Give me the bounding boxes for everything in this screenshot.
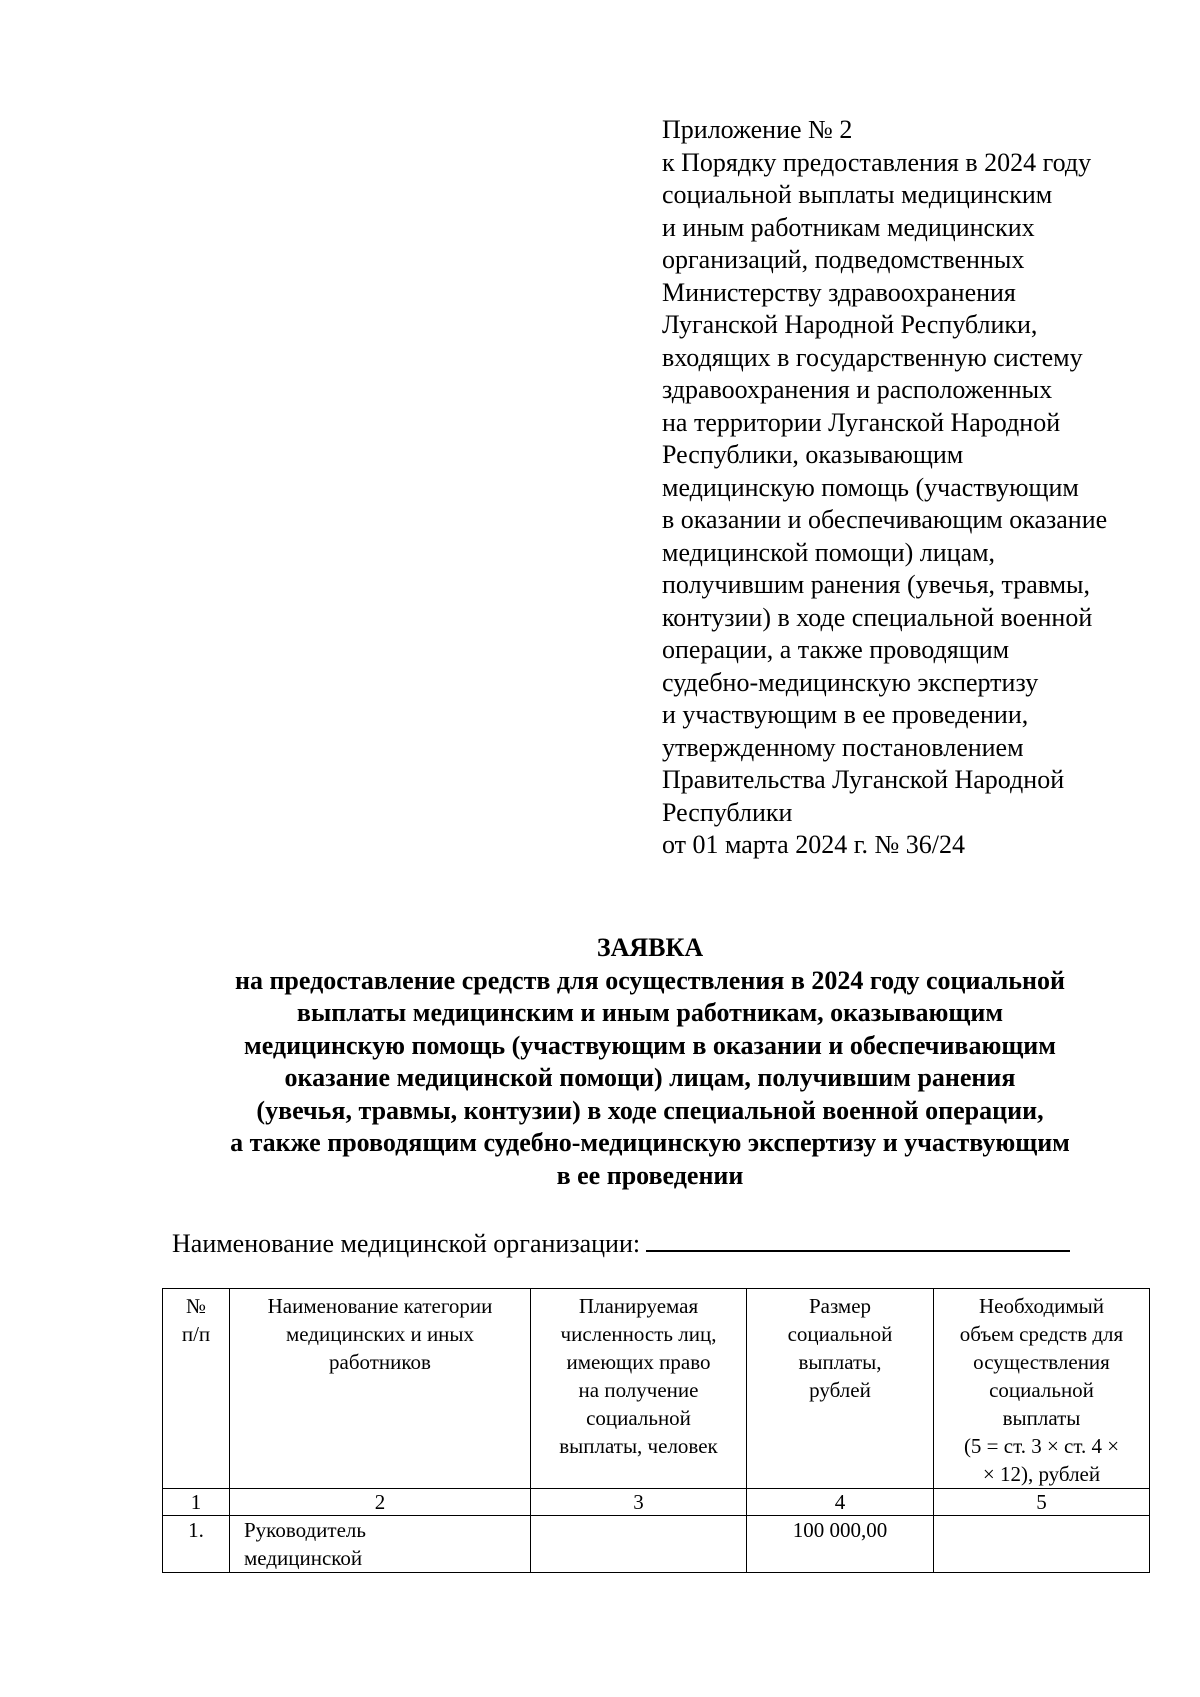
title-line: (увечья, травмы, контузии) в ходе специальной военной операции, [256, 1095, 1044, 1125]
column-number: 1 [163, 1489, 230, 1516]
appendix-line: социальной выплаты медицинским [662, 180, 1053, 209]
title-line: на предоставление средств для осуществления в 2024 году социальной [234, 965, 1066, 995]
appendix-line: от 01 марта 2024 г. № 36/24 [662, 830, 965, 859]
request-table [162, 1288, 1150, 1573]
category-cell: Руководитель медицинской [230, 1516, 531, 1573]
appendix-line: Республики, оказывающим [662, 440, 964, 469]
title-line: а также проводящим судебно-медицинскую экспертизу и участвующим [230, 1128, 1070, 1157]
appendix-line: утвержденному постановлением [662, 732, 1024, 762]
appendix-line: и участвующим в ее проведении, [662, 700, 1029, 729]
title-line: оказание медицинской помощи) лицам, получившим ранения [284, 1063, 1016, 1092]
appendix-line: Республики [662, 797, 793, 827]
appendix-line: Министерству здравоохранения [662, 277, 1016, 307]
header-cell-num: № п/п [163, 1289, 230, 1489]
appendix-line: в оказании и обеспечивающим оказание [662, 505, 1108, 534]
appendix-line: Луганской Народной Республики, [662, 310, 1038, 339]
title-line: медицинскую помощь (участвующим в оказании и обеспечивающим [244, 1030, 1056, 1060]
organization-label: Наименование медицинской организации: [172, 1229, 641, 1258]
appendix-line: и иным работникам медицинских [662, 212, 1035, 242]
appendix-reference [662, 114, 1182, 862]
header-cell-category: Наименование категории медицинских и иных работников [230, 1289, 531, 1489]
row-number-cell: 1. [163, 1516, 230, 1573]
appendix-line: Правительства Луганской Народной [662, 765, 1065, 794]
appendix-line: контузии) в ходе специальной военной [662, 602, 1093, 632]
header-cell-planned-count: Планируемая численность лиц, имеющих право на получение социальной выплаты, человек [531, 1289, 747, 1489]
appendix-line: к Порядку предоставления в 2024 году [662, 147, 1092, 177]
appendix-line: медицинской помощи) лицам, [662, 537, 996, 567]
payment-size-cell: 100 000,00 [747, 1516, 934, 1573]
column-number: 5 [934, 1489, 1150, 1516]
document-title [100, 932, 1200, 1192]
appendix-line: организаций, подведомственных [662, 245, 1025, 274]
organization-blank[interactable] [646, 1226, 1070, 1252]
column-number: 2 [230, 1489, 531, 1516]
table-header-row [163, 1289, 1150, 1489]
title-heading: ЗАЯВКА [596, 933, 704, 962]
appendix-line: судебно-медицинскую экспертизу [662, 667, 1039, 697]
planned-count-cell[interactable] [531, 1516, 747, 1573]
appendix-line: на территории Луганской Народной [662, 407, 1061, 437]
table-row [163, 1516, 1150, 1573]
appendix-line: медицинскую помощь (участвующим [662, 472, 1079, 502]
required-amount-cell[interactable] [934, 1516, 1150, 1573]
column-number: 4 [747, 1489, 934, 1516]
appendix-line: входящих в государственную систему [662, 342, 1083, 372]
header-cell-required-amount: Необходимый объем средств для осуществления социальной выплаты (5 = ст. 3 × ст. 4 × × 12), рублей [934, 1289, 1150, 1489]
organization-field [172, 1226, 1070, 1260]
appendix-line: Приложение № 2 [662, 115, 853, 144]
title-line: выплаты медицинским и иным работникам, оказывающим [296, 998, 1004, 1027]
appendix-line: получившим ранения (увечья, травмы, [662, 570, 1091, 599]
title-line: в ее проведении [556, 1160, 744, 1190]
appendix-line: операции, а также проводящим [662, 635, 1010, 664]
header-cell-payment-size: Размер социальной выплаты, рублей [747, 1289, 934, 1489]
appendix-line: здравоохранения и расположенных [662, 375, 1053, 404]
column-number-row [163, 1489, 1150, 1516]
column-number: 3 [531, 1489, 747, 1516]
